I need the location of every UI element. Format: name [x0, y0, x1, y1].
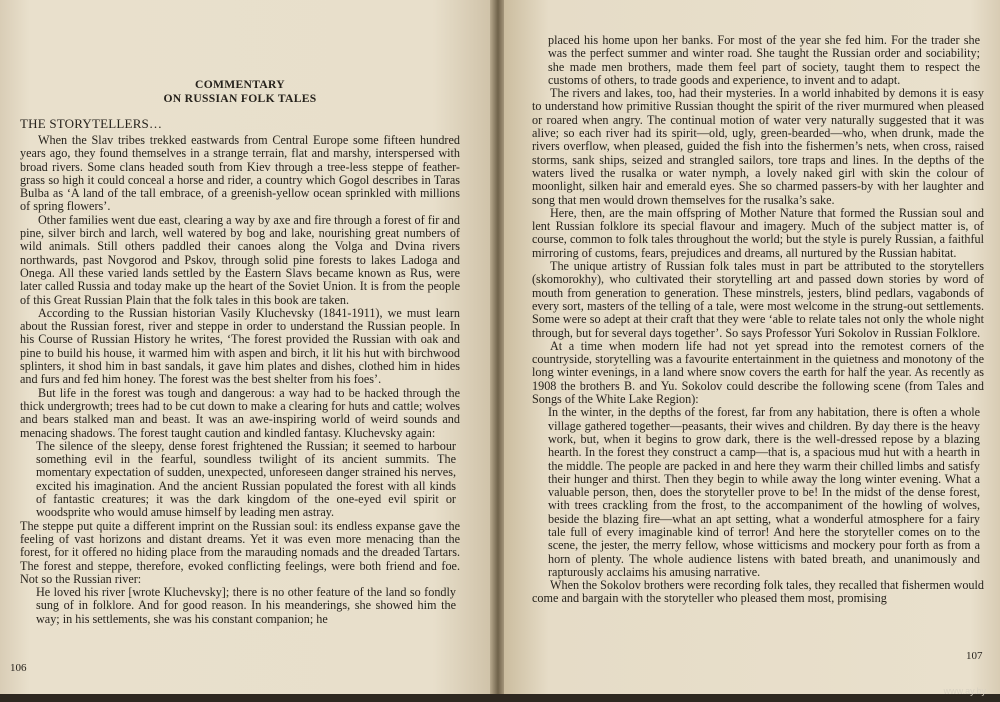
quote-text: The silence of the sleepy, dense forest frightened the Russian; it seemed to harbour something evil in the fearful, soundless twilight of its ancient summits. The momentary expectation of sudden, unexpected, unforeseen danger strained his nerves, excited his imagination. And the ancient Russian populated the forest with all kinds of fantastic creatures; it was the dark kingdom of the one-eyed evil spirit or woodsprite who would amuse himself by leading men astray. — [36, 438, 456, 520]
page-number: 107 — [966, 650, 983, 662]
quote-text: He loved his river [wrote Kluchevsky]; there is no other feature of the land so fondly sung of in folklore. And for good reason. In his meanderings, she showed him the way; in his settlements, she was his constant companion; he — [36, 585, 456, 626]
heading-line-2: ON RUSSIAN FOLK TALES — [163, 92, 317, 105]
left-text-column — [20, 78, 460, 626]
page-bottom-edge — [0, 694, 1000, 702]
quote-text: In the winter, in the depths of the forest, far from any habitation, there is often a whole village gathered together—peasants, their wives and children. By day there is the heavy work, but, when it begins to grow dark, there is the well-dressed repose by a blazing hearth. In the forest they construct a camp—that is, a spacious mud hut with a hearth in the middle. The people are packed in and here they warm their chilled limbs and satisfy their hunger and thirst. Then they begin to while away the long winter evening. What a valuable person, then, does the storyteller prove to be! In the midst of the dense forest, with trees crackling from the frost, to the accompaniment of the howling of wolves, beside the blazing fire—what an apt setting, what a wonderful atmosphere for a fairy tale full of every imaginable kind of terror! And here the storyteller comes on to the scene, the jester, the merry fellow, whose witticisms and mockery pour forth as from a horn of plenty. The whole audience listens with bated breath, and unanimously and rapturously acclaims his amusing narrative. — [548, 405, 980, 579]
commentary-heading — [20, 78, 460, 106]
paragraph: According to the Russian historian Vasily Kluchevsky (1841-1911), we must learn about the Russian forest, river and steppe in order to understand the Russian people. In his Course of Russian History he writes, ‘The forest provided the Russian with oak and pine to build his house, it warmed him with aspen and birch, it lit his hut with birchwood splinters, it shod him in bast sandals, it gave him plates and dishes, clothed him in hides and furs and fed him honey. The forest was the best shelter from his foes’. — [20, 305, 460, 387]
section-title: THE STORYTELLERS… — [20, 116, 163, 131]
quote-text: placed his home upon her banks. For most of the year she fed him. For the trader she was the perfect summer and winter road. She taught the Russian order and sociability; she made men brothers, made them feel part of society, taught them to respect the customs of others, to trade goods and experience, to invent and to adapt. — [548, 33, 980, 87]
page-number: 106 — [10, 662, 27, 674]
right-page — [504, 0, 1000, 702]
block-quote — [548, 34, 980, 87]
block-quote — [36, 440, 456, 520]
paragraph: At a time when modern life had not yet spread into the remotest corners of the countryside, storytelling was a favourite entertainment in the quietness and monotony of the long winter evenings, in a land where snow covers the earth for half the year. As recently as 1908 the brothers B. and Yu. Sokolov could describe the following scene (from Tales and Songs of the White Lake Region): — [532, 338, 984, 407]
heading-line-1: COMMENTARY — [195, 78, 285, 91]
left-page — [0, 0, 492, 702]
paragraph: The steppe put quite a different imprint on the Russian soul: its endless expanse gave the feeling of vast horizons and distant dreams. Yet it was even more menacing than the forest, for it offered no hiding place from the marauding nomads and the dreaded Tartars. The forest and steppe, therefore, evoked conflicting feelings, were both friend and foe. Not so the Russian river: — [20, 518, 460, 586]
paragraph: When the Sokolov brothers were recording folk tales, they recalled that fishermen would come and bargain with the storyteller who pleased them most, promising — [532, 578, 984, 606]
watermark: www.ay.by — [943, 686, 986, 696]
right-text-column — [532, 34, 984, 606]
paragraph: Other families went due east, clearing a way by axe and fire through a forest of fir and pine, silver birch and larch, well watered by bog and lake, nourishing great numbers of wild animals. Still others paddled their canoes along the Volga and Dvina rivers northwards, past Novgorod and Pskov, through solid pine forests to lakes Ladoga and Onega. All these varied lands settled by the Eastern Slavs became known as Rus, were later called Russia and today make up the heart of the Soviet Union. It is from the people of this Great Russian Plain that the folk tales in this book are taken. — [20, 212, 460, 307]
block-quote — [36, 586, 456, 626]
paragraph: When the Slav tribes trekked eastwards from Central Europe some fifteen hundred years ago, they found themselves in a strange terrain, flat and marshy, interspersed with broad rivers. Some clans headed south from Kiev through a tree-less steppe of feather-grass so high it could conceal a horse and rider, a country which Gogol describes in Taras Bulba as ‘A land of the tall embrace, of a greenish-yellow ocean sprinkled with millions of spring flowers’. — [20, 133, 460, 214]
paragraph: But life in the forest was tough and dangerous: a way had to be hacked through the thick undergrowth; trees had to be cut down to make a clearing for huts and cattle; wolves and bears stalked man and beast. It was an awe-inspiring world of weird sounds and menacing shadows. The forest taught caution and kindled fantasy. Kluchevsky again: — [20, 385, 460, 440]
block-quote — [548, 406, 980, 579]
paragraph: The unique artistry of Russian folk tales must in part be attributed to the storytellers (skomorokhy), who cultivated their storytelling art and passed down stories by word of mouth from generation to generation. These minstrels, jesters, blind pedlars, vagabonds of every sort, masters of the telling of a tale, were most welcome in the strung-out settlements. Some were so adept at their craft that they were ‘able to relate tales not only the whole night through, but for several days together’. So says Professor Yuri Sokolov in Russian Folklore. — [532, 259, 984, 340]
paragraph: The rivers and lakes, too, had their mysteries. In a world inhabited by demons it is easy to understand how primitive Russian thought the spirit of the river murmured when pleased or roared when angry. The continual motion of water very naturally suggested that it was alive; so each river had its spirit—old, ugly, green-bearded—who, when drunk, made the rivers overflow, when pleased, guided the fish into the fishermen’s nets, when cross, raised storms, sank ships, seized and strangled sailors, tore traps and lines. In the depths of the waters lived the rusalka or water nymph, a lovely naked girl with skin the colour of moonlight, silken hair and emerald eyes. She so charmed passers-by with her laughter and song that men would drown themselves for the rusalka’s sake. — [532, 86, 984, 207]
paragraph: Here, then, are the main offspring of Mother Nature that formed the Russian soul and lent Russian folklore its special flavour and imagery. Much of the subject matter is, of course, common to folk tales throughout the world; but the style is purely Russian, a faithful mirroring of customs, fears, prejudices and dreams, all nurtured by the Russian habitat. — [532, 205, 984, 260]
